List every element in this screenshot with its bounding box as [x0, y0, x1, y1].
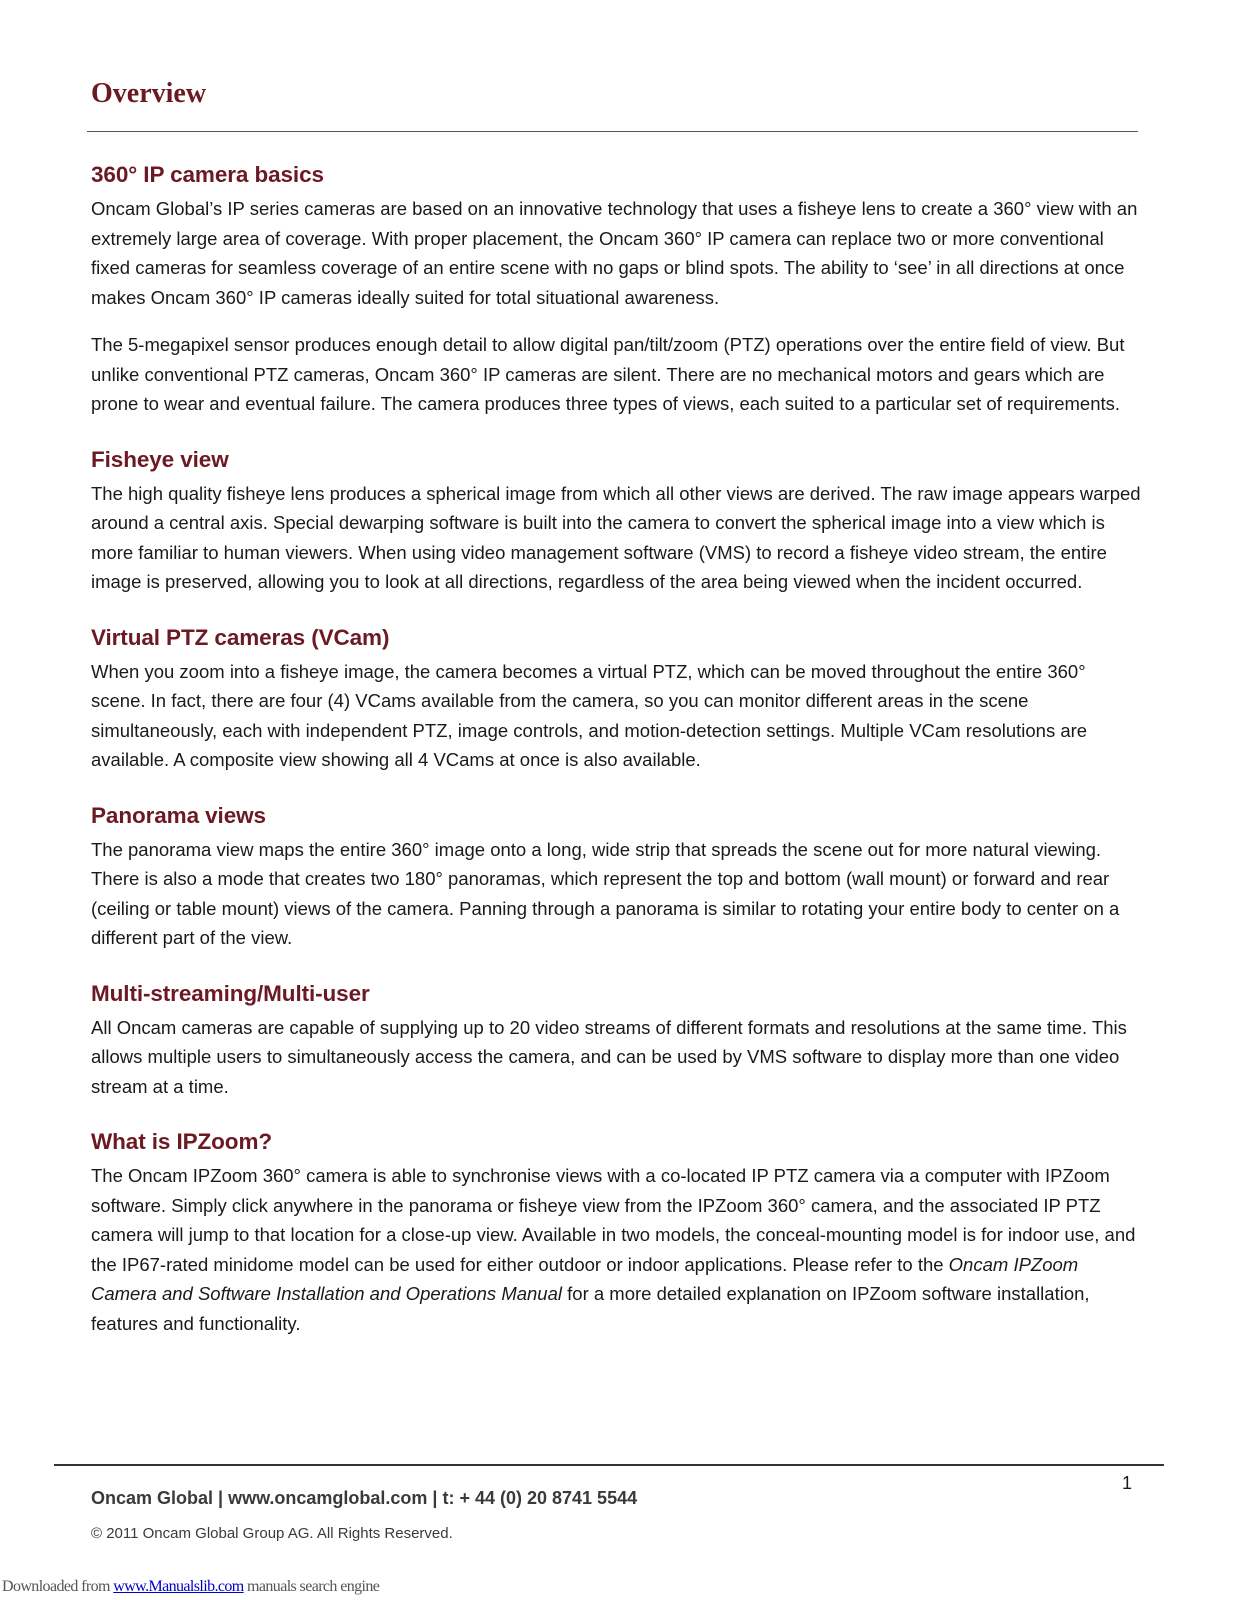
section-heading: Virtual PTZ cameras (VCam) [91, 624, 390, 650]
section-virtual-ptz [91, 623, 1141, 775]
footer-divider [54, 1464, 1164, 1466]
section-heading: What is IPZoom? [91, 1129, 272, 1154]
page-number: 1 [1122, 1473, 1133, 1493]
paragraph: The 5-megapixel sensor produces enough detail to allow digital pan/tilt/zoom (PTZ) operations over the entire field of view. But unlike conventional PTZ cameras, Oncam 360° IP cameras are silent. There are no mechanical motors and gears which are prone to wear and eventual failure. The camera produces three types of views, each suited to a particular set of requirements. [91, 334, 1125, 414]
reference-text: Please refer to the [792, 1253, 949, 1275]
section-heading: 360° IP camera basics [91, 162, 324, 187]
paragraph: The high quality fisheye lens produces a spherical image from which all other views are derived. The raw image appears warped around a central axis. Special dewarping software is built into the camera to convert the spherical image into a view which is more familiar to human viewers. When using video management software (VMS) to record a fisheye video stream, the entire image is preserved, allowing you to look at all directions, regardless of the area being viewed when the incident occurred. [91, 482, 1141, 592]
section-heading: Multi-streaming/Multi-user [91, 980, 370, 1006]
paragraph: All Oncam cameras are capable of supplying up to 20 video streams of different formats and resolutions at the same time. This allows multiple users to simultaneously access the camera, and can be used by VMS software to display more than one video stream at a time. [91, 1016, 1127, 1097]
download-suffix: manuals search engine [243, 1578, 380, 1595]
download-prefix: Downloaded from [2, 1578, 114, 1595]
paragraph-text: The Oncam IPZoom 360° camera is able to synchronise views with a co-located IP PTZ camera via a computer with IPZoom software. Simply click anywhere in the panorama or fisheye view from the IPZoom 360° camera, and the associated IP PTZ camera will jump to that location for a close-up view. Available in two models, the conceal-mounting model is for indoor use, and the IP67-rated minidome model can be used for either outdoor or indoor applications. [91, 1165, 1136, 1275]
section-fisheye-view [91, 445, 1141, 597]
manualslib-link[interactable]: www.Manualslib.com [113, 1578, 244, 1595]
footer-contact: Oncam Global | www.oncamglobal.com | t: + 44 (0) 20 8741 5544 [91, 1488, 638, 1508]
paragraph: The panorama view maps the entire 360° image onto a long, wide strip that spreads the scene out for more natural viewing. There is also a mode that creates two 180° panoramas, which represent the top and bottom (wall mount) or forward and rear (ceiling or table mount) views of the camera. Panning through a panorama is similar to rotating your entire body to center on a different part of the view. [91, 838, 1120, 948]
paragraph: Oncam Global’s IP series cameras are based on an innovative technology that uses a fisheye lens to create a 360° view with an extremely large area of coverage. With proper placement, the Oncam 360° IP camera can replace two or more conventional fixed cameras for seamless coverage of an entire scene with no gaps or blind spots. The ability to ‘see’ in all directions at once makes Oncam 360° IP cameras ideally suited for total situational awareness. [91, 198, 1138, 308]
section-camera-basics [91, 160, 1141, 419]
reference-text: for a more detailed explanation on IPZoom software installation, features and functionality. [91, 1283, 1090, 1334]
page-title: Overview [91, 78, 207, 109]
section-heading: Fisheye view [91, 446, 229, 472]
footer-copyright: © 2011 Oncam Global Group AG. All Rights Reserved. [91, 1525, 453, 1542]
section-heading: Panorama views [91, 802, 266, 828]
manual-title: Oncam IPZoom Camera and Software Installation and Operations Manual [91, 1253, 1079, 1304]
document-body [91, 160, 1141, 1364]
section-multi-streaming [91, 979, 1141, 1102]
title-divider [87, 131, 1138, 132]
section-ipzoom [91, 1127, 1141, 1338]
section-panorama-views [91, 801, 1141, 953]
paragraph: When you zoom into a fisheye image, the camera becomes a virtual PTZ, which can be moved throughout the entire 360° scene. In fact, there are four (4) VCams available from the camera, so you can monitor different areas in the scene simultaneously, each with independent PTZ, image controls, and motion-detection settings. Multiple VCam resolutions are available. A composite view showing all 4 VCams at once is also available. [91, 660, 1088, 770]
paragraph [91, 1161, 1141, 1338]
download-note [2, 1578, 379, 1596]
